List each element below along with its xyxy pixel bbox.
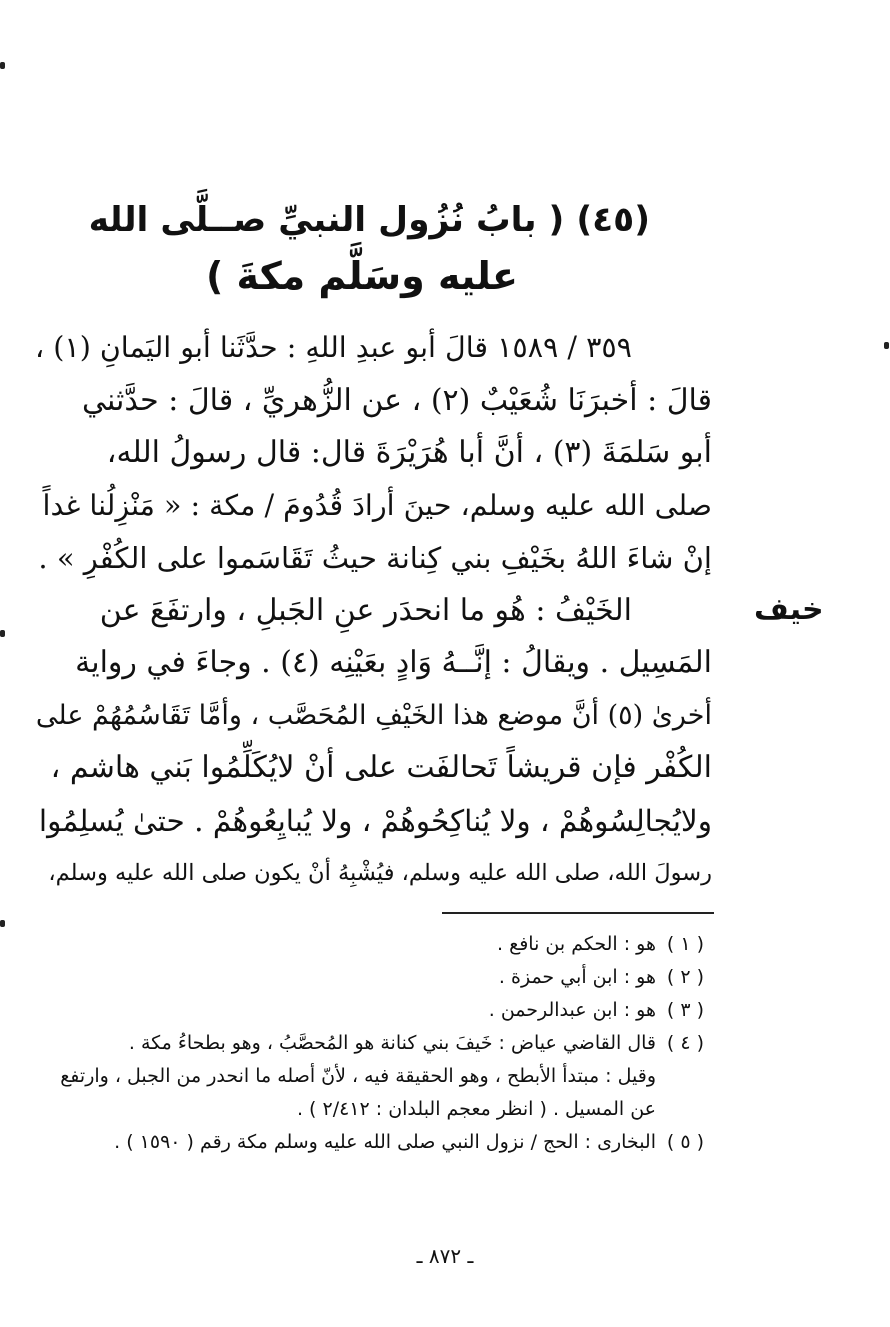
page-number: ـ ٨٧٢ ـ bbox=[416, 1244, 474, 1268]
body-line: ٣٥٩ / ١٥٨٩ قالَ أبو عبدِ اللهِ : حدَّثَنا أبو اليَمانِ (١) ، bbox=[35, 331, 632, 364]
scan-mark bbox=[884, 342, 889, 349]
footnote-text: عن المسيل . ( انظر معجم البلدان : ٢/٤١٢ ) . bbox=[296, 1098, 656, 1120]
footnote-5 bbox=[28, 1126, 704, 1159]
footnote-1 bbox=[28, 928, 704, 961]
commentary-line: الكُفْر فإن قريشاً تَحالفَت على أنْ لايُكَلِّمُوا بَني هاشم ، bbox=[50, 750, 712, 785]
chapter-heading bbox=[90, 192, 650, 304]
commentary-line: المَسِيل . ويقالُ : إنَّــهُ وَادٍ بعَيْنِه (٤) . وجاءَ في رواية bbox=[75, 645, 712, 680]
footnote-number: ( ١ ) bbox=[666, 933, 704, 955]
body-line: أبو سَلمَةَ (٣) ، أنَّ أبا هُرَيْرَةَ قال: قال رسولُ الله، bbox=[106, 435, 712, 470]
scan-mark bbox=[0, 630, 5, 637]
commentary-line: ولايُجالِسُوهُمْ ، ولا يُناكِحُوهُمْ ، ولا يُبايِعُوهُمْ . حتىٰ يُسلِمُوا bbox=[38, 803, 712, 838]
footnote-text: هو : ابن أبي حمزة . bbox=[498, 966, 656, 988]
footnote-number: ( ٥ ) bbox=[666, 1131, 704, 1153]
scan-mark bbox=[0, 920, 5, 927]
margin-keyword: خيف bbox=[754, 592, 824, 627]
chapter-heading-line-2: عليه وسَلَّم مكةَ ) bbox=[205, 254, 518, 298]
footnote-text: وقيل : مبتدأ الأبطح ، وهو الحقيقة فيه ، لأنّ أصله ما انحدر من الجبل ، وارتفع bbox=[60, 1065, 656, 1087]
footnote-2 bbox=[28, 961, 704, 994]
commentary-line: الخَيْفُ : هُو ما انحدَر عنِ الجَبلِ ، وارتفَعَ عن bbox=[99, 592, 632, 628]
footnote-number: ( ٢ ) bbox=[666, 966, 704, 988]
footnote-text: قال القاضي عياض : خَيفَ بني كنانة هو المُحصَّبُ ، وهو بطحاءُ مكة . bbox=[128, 1032, 656, 1054]
footnote-text: هو : ابن عبدالرحمن . bbox=[488, 999, 656, 1021]
footnote-4 bbox=[28, 1027, 704, 1126]
body-line: صلى الله عليه وسلم، حينَ أرادَ قُدُومَ / مكة : « مَنْزِلُنا غداً bbox=[42, 488, 712, 522]
footnote-number: ( ٣ ) bbox=[666, 999, 704, 1021]
footnote-text: البخارى : الحج / نزول النبي صلى الله عليه وسلم مكة رقم ( ١٥٩٠ ) . bbox=[114, 1131, 656, 1153]
body-line: إنْ شاءَ اللهُ بخَيْفِ بني كِنانة حيثُ تَقَاسَموا على الكُفْرِ » . bbox=[38, 541, 712, 575]
body-line: قالَ : أخبرَنَا شُعَيْبٌ (٢) ، عن الزُّهريِّ ، قالَ : حدَّثني bbox=[82, 382, 712, 418]
hadith-text bbox=[36, 322, 712, 900]
footnotes bbox=[28, 928, 704, 1159]
footnote-number: ( ٤ ) bbox=[666, 1032, 704, 1054]
commentary-line: أخرىٰ (٥) أنَّ موضع هذا الخَيْفِ المُحَصَّب ، وأمَّا تَقَاسُمُهُمْ على bbox=[35, 699, 712, 731]
chapter-heading-line-1: (٤٥) ( بابُ نُزُول النبيِّ صــلَّى الله bbox=[88, 200, 650, 240]
scan-mark bbox=[0, 62, 5, 69]
footnote-3 bbox=[28, 994, 704, 1027]
footnote-divider bbox=[442, 912, 714, 914]
footnote-text: هو : الحكم بن نافع . bbox=[497, 933, 656, 955]
commentary-line: رسولَ الله، صلى الله عليه وسلم، فيُشْبِهُ أنْ يكون صلى الله عليه وسلم، bbox=[48, 860, 712, 886]
